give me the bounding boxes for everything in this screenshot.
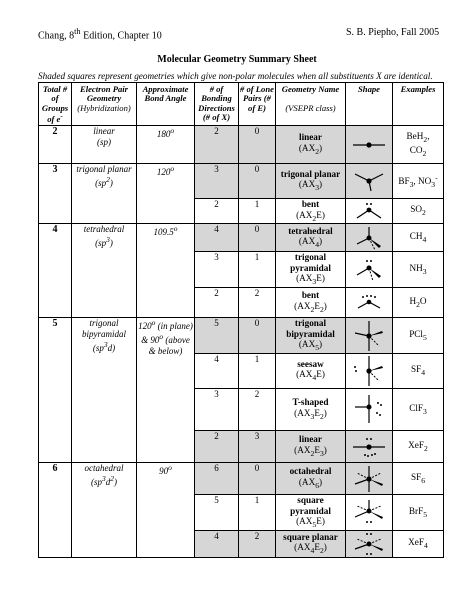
electron-pair-geometry-cell xyxy=(72,318,137,463)
t-shaped-shape-icon xyxy=(349,393,389,427)
col-name-label: Geometry Name xyxy=(281,84,340,94)
shape-cell xyxy=(346,463,393,495)
examples-cell xyxy=(393,495,444,531)
geometry-name: tetrahedral xyxy=(288,225,333,236)
bond-angle-cell xyxy=(137,224,195,318)
hybridization-label: (sp) xyxy=(97,136,111,147)
vsepr-class: $(AX_2E)$ xyxy=(296,209,325,223)
shape-cell xyxy=(346,431,393,463)
electron-pair-geometry-cell xyxy=(72,126,137,164)
example-formula: $CO_2$ xyxy=(409,144,427,158)
col-epg-label: Electron Pair Geometry xyxy=(80,84,128,104)
shape-cell xyxy=(346,389,393,431)
examples-cell xyxy=(393,389,444,431)
vsepr-class: $(AX_2)$ xyxy=(298,142,323,156)
bonding-directions-cell: 5 xyxy=(195,495,239,531)
bonding-directions-cell: 2 xyxy=(195,199,239,224)
electron-pair-geometry-cell xyxy=(72,224,137,318)
page-title: Molecular Geometry Summary Sheet xyxy=(157,54,317,65)
epg-label: trigonal bipyramidal xyxy=(82,318,126,339)
total-groups-cell: 6 xyxy=(39,463,72,558)
seesaw-shape-icon xyxy=(349,354,389,388)
tetrahedral-shape-icon xyxy=(349,225,389,251)
epg-label: trigonal planar xyxy=(76,164,132,174)
table-row xyxy=(39,224,444,252)
table-row xyxy=(39,126,444,164)
col-angle: Approximate Bond Angle xyxy=(137,83,195,126)
geometry-name: square planar xyxy=(283,531,338,542)
geometry-name-cell xyxy=(276,495,346,531)
examples-cell xyxy=(393,126,444,164)
bond-angle-label: 109.5$^o$ xyxy=(153,224,178,238)
example-formula: $BF_3$, $NO_3^-$ xyxy=(398,172,438,189)
vsepr-class: $(AX_5)$ xyxy=(298,339,323,353)
vsepr-class: $(AX_5E)$ xyxy=(296,516,325,529)
examples-cell xyxy=(393,463,444,495)
bonding-directions-cell: 2 xyxy=(195,431,239,463)
col-total: Total # of Groups of e- xyxy=(39,83,72,126)
lone-pairs-cell: 2 xyxy=(239,389,276,431)
shape-cell xyxy=(346,354,393,389)
examples-cell xyxy=(393,431,444,463)
example-formula: $SF_4$ xyxy=(410,364,426,378)
bonding-directions-cell: 4 xyxy=(195,354,239,389)
octahedral-shape-icon xyxy=(349,464,389,494)
geometry-name: octahedral xyxy=(289,466,332,477)
examples-cell xyxy=(393,164,444,199)
bond-angle-cell xyxy=(137,164,195,224)
shape-cell xyxy=(346,495,393,531)
vsepr-class: $(AX_4E)$ xyxy=(296,369,325,383)
lone-pairs-cell: 3 xyxy=(239,431,276,463)
example-formula: $SO_2$ xyxy=(410,204,426,218)
bond-angle-label: 120$^o$ xyxy=(156,164,175,177)
lone-pairs-cell: 2 xyxy=(239,288,276,318)
geometry-name: seesaw xyxy=(297,358,324,369)
linear-shape-icon xyxy=(349,138,389,152)
bond-angle-cell xyxy=(137,126,195,164)
examples-cell xyxy=(393,354,444,389)
linear-three-lone-pairs-shape-icon xyxy=(349,434,389,460)
geometry-name: linear xyxy=(299,132,322,143)
shape-cell xyxy=(346,164,393,199)
lone-pairs-cell: 0 xyxy=(239,463,276,495)
epg-label: tetrahedral xyxy=(83,224,125,235)
col-examples: Examples xyxy=(393,83,444,126)
vsepr-class: $(AX_3E)$ xyxy=(296,273,325,287)
col-epg xyxy=(72,83,137,126)
table-row xyxy=(39,164,444,199)
bonding-directions-cell: 2 xyxy=(195,288,239,318)
bonding-directions-cell: 3 xyxy=(195,164,239,199)
shape-cell xyxy=(346,199,393,224)
examples-cell xyxy=(393,318,444,354)
electron-pair-geometry-cell xyxy=(72,164,137,224)
example-formula: $SF_6$ xyxy=(410,471,426,485)
electron-pair-geometry-cell xyxy=(72,463,137,558)
header-left: Chang, 8th Edition, Chapter 10 xyxy=(38,27,162,42)
examples-cell xyxy=(393,530,444,557)
trigonal-pyramidal-shape-icon xyxy=(349,257,389,283)
col-lone: # of Lone Pairs (# of E) xyxy=(239,83,276,126)
examples-cell xyxy=(393,224,444,252)
shape-cell xyxy=(346,126,393,164)
total-groups-cell: 4 xyxy=(39,224,72,318)
bonding-directions-cell: 2 xyxy=(195,126,239,164)
header-right: S. B. Piepho, Fall 2005 xyxy=(346,27,440,38)
total-groups-cell: 5 xyxy=(39,318,72,463)
geometry-name: square pyramidal xyxy=(290,495,331,516)
geometry-name: trigonal pyramidal xyxy=(290,252,331,273)
vsepr-class: $(AX_4)$ xyxy=(298,236,323,250)
trigonal-planar-shape-icon xyxy=(349,169,389,193)
geometry-name: trigonal planar xyxy=(280,168,341,179)
bond-angle-label: 90$^o$ xyxy=(159,463,172,477)
example-formula: BrF$_5$ xyxy=(408,505,428,519)
table-row xyxy=(39,463,444,495)
geometry-name-cell xyxy=(276,463,346,495)
vsepr-class: $(AX_4E_2)$ xyxy=(294,542,327,556)
example-formula: ClF$_3$ xyxy=(409,402,427,416)
bonding-directions-cell: 3 xyxy=(195,389,239,431)
geometry-name-cell xyxy=(276,354,346,389)
lone-pairs-cell: 0 xyxy=(239,318,276,354)
vsepr-class: $(AX_3)$ xyxy=(298,179,323,193)
shape-cell xyxy=(346,318,393,354)
geometry-name-cell xyxy=(276,199,346,224)
lone-pairs-cell: 1 xyxy=(239,199,276,224)
square-pyramidal-shape-icon xyxy=(349,498,389,526)
bent-two-lone-pairs-shape-icon xyxy=(349,293,389,313)
col-name-sub: (VSEPR class) xyxy=(285,102,336,113)
bonding-directions-cell: 3 xyxy=(195,252,239,288)
lone-pairs-cell: 2 xyxy=(239,530,276,557)
lone-pairs-cell: 0 xyxy=(239,126,276,164)
example-formula: XeF$_2$ xyxy=(408,439,428,453)
geometry-name-cell xyxy=(276,389,346,431)
shape-cell xyxy=(346,288,393,318)
shape-cell xyxy=(346,252,393,288)
examples-cell xyxy=(393,252,444,288)
example-formula: XeF$_4$ xyxy=(408,537,428,550)
trigonal-bipyramidal-shape-icon xyxy=(349,319,389,353)
col-epg-sub: (Hybridization) xyxy=(77,102,131,113)
geometry-name: T-shaped xyxy=(292,397,329,408)
bond-angle-label: 120$^o$ (in plane) & 90$^o$ (above & below) xyxy=(138,318,193,356)
bonding-directions-cell: 5 xyxy=(195,318,239,354)
square-planar-shape-icon xyxy=(349,531,389,557)
epg-label: linear xyxy=(93,126,115,136)
bonding-directions-cell: 4 xyxy=(195,530,239,557)
geometry-name-cell xyxy=(276,530,346,557)
geometry-name-cell xyxy=(276,318,346,354)
lone-pairs-cell: 0 xyxy=(239,224,276,252)
geometry-name: bent xyxy=(301,199,320,209)
table-row xyxy=(39,318,444,354)
caption: Shaded squares represent geometries which give non-polar molecules when all substituents X are identical. xyxy=(38,71,433,81)
geometry-table xyxy=(38,82,444,558)
bond-angle-label: 180$^o$ xyxy=(156,126,175,139)
hybridization-label: $(sp^3d^2)$ xyxy=(91,473,117,487)
bonding-directions-cell: 6 xyxy=(195,463,239,495)
lone-pairs-cell: 0 xyxy=(239,164,276,199)
shape-cell xyxy=(346,530,393,557)
geometry-name-cell xyxy=(276,431,346,463)
col-bonding: # of Bonding Directions (# of X) xyxy=(195,83,239,126)
col-name xyxy=(276,83,346,126)
geometry-name-cell xyxy=(276,164,346,199)
shape-cell xyxy=(346,224,393,252)
geometry-name-cell xyxy=(276,252,346,288)
geometry-name-cell xyxy=(276,288,346,318)
geometry-name-cell xyxy=(276,126,346,164)
bond-angle-cell xyxy=(137,463,195,558)
vsepr-class: $(AX_6)$ xyxy=(298,476,323,490)
vsepr-class: $(AX_3E_2)$ xyxy=(294,407,327,421)
total-groups-cell: 2 xyxy=(39,126,72,164)
geometry-name: linear xyxy=(299,434,322,445)
hybridization-label: $(sp^3d)$ xyxy=(92,339,116,353)
epg-label: octahedral xyxy=(84,463,124,474)
col-shape: Shape xyxy=(346,83,393,126)
vsepr-class: $(AX_2E_3)$ xyxy=(294,444,327,458)
geometry-name: bent xyxy=(301,290,320,301)
example-formula: $NH_3$ xyxy=(409,262,427,276)
bonding-directions-cell: 4 xyxy=(195,224,239,252)
examples-cell xyxy=(393,199,444,224)
example-formula: BeH$_2$, xyxy=(406,131,430,144)
example-formula: $H_2O$ xyxy=(409,295,427,309)
examples-cell xyxy=(393,288,444,318)
total-groups-cell: 3 xyxy=(39,164,72,224)
bond-angle-cell xyxy=(137,318,195,463)
hybridization-label: $(sp^3)$ xyxy=(95,235,113,249)
vsepr-class: $(AX_2E_2)$ xyxy=(294,300,327,314)
example-formula: PCl$_5$ xyxy=(409,328,427,342)
lone-pairs-cell: 1 xyxy=(239,354,276,389)
geometry-name-cell xyxy=(276,224,346,252)
lone-pairs-cell: 1 xyxy=(239,495,276,531)
example-formula: $CH_4$ xyxy=(409,231,427,244)
lone-pairs-cell: 1 xyxy=(239,252,276,288)
table-body xyxy=(39,126,444,558)
bent-shape-icon xyxy=(349,200,389,222)
hybridization-label: $(sp^2)$ xyxy=(95,174,113,188)
geometry-name: trigonal bipyramidal xyxy=(286,318,335,339)
